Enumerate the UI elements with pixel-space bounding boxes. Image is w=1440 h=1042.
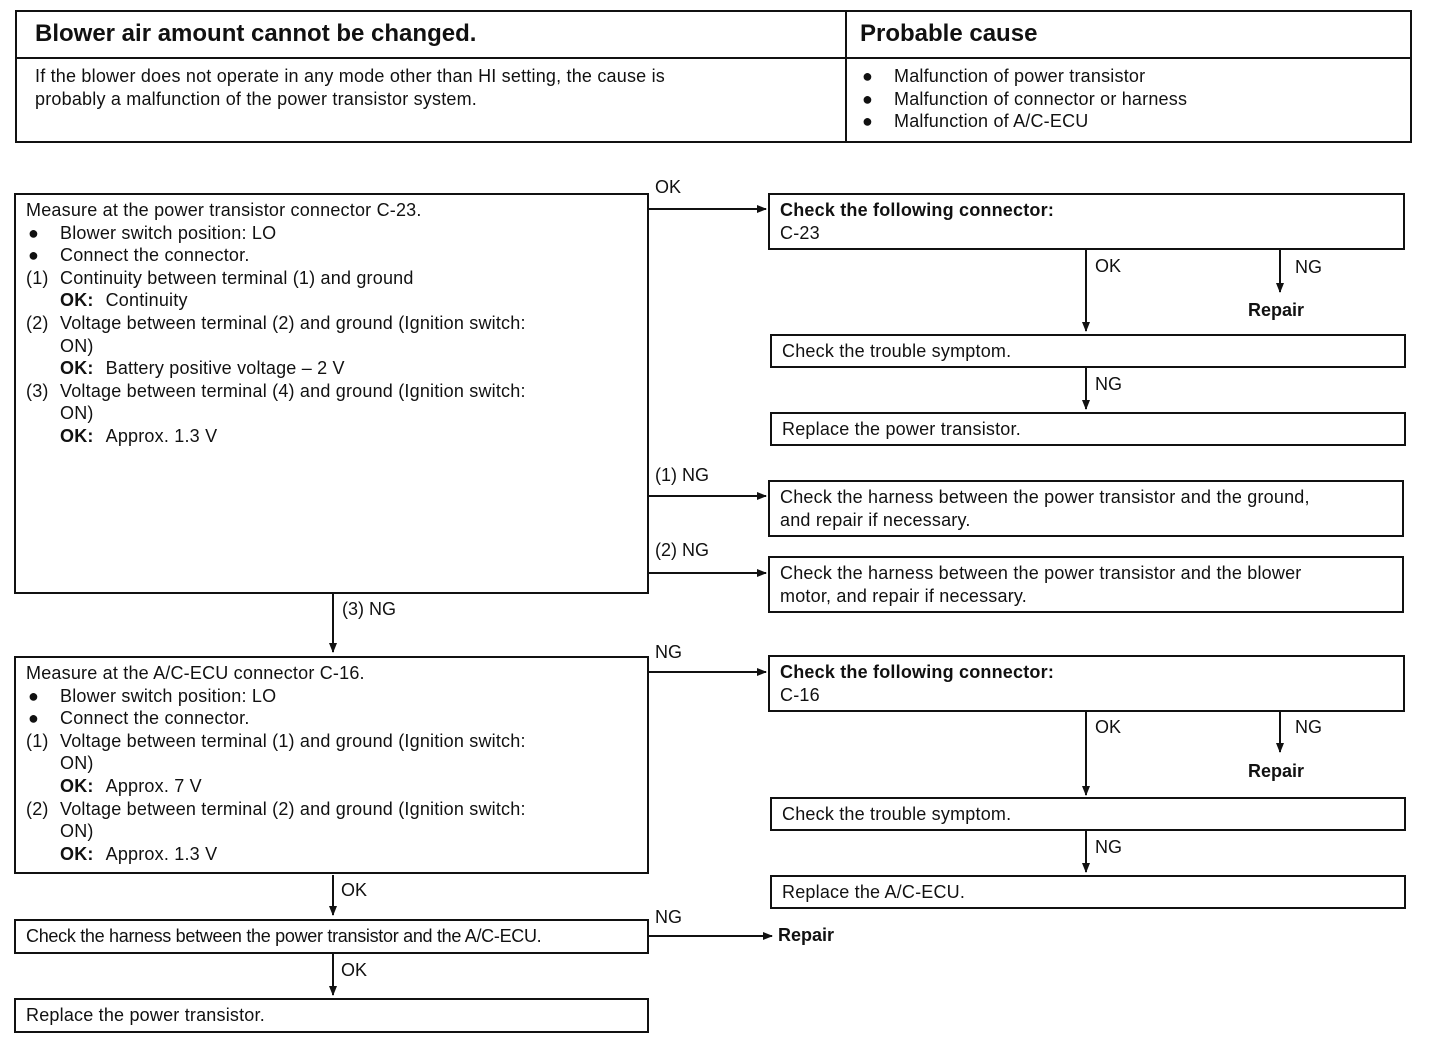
- replace-power-transistor-box-1: Replace the power transistor.: [770, 412, 1406, 446]
- step1-item-2-ok: [26, 357, 647, 380]
- label-ng2: (2) NG: [655, 540, 709, 560]
- label-conn2-ng: NG: [1295, 717, 1322, 737]
- label-conn1-ok: OK: [1095, 256, 1122, 276]
- description-line: probably a malfunction of the power transistor system.: [35, 88, 478, 109]
- harness-blower-box: [768, 556, 1404, 613]
- cause-text: Malfunction of connector or harness: [894, 88, 1188, 109]
- label-step1-ok: OK: [655, 177, 682, 197]
- replace-power-transistor-box-2: Replace the power transistor.: [14, 998, 649, 1033]
- harness-ground-box: [768, 480, 1404, 537]
- harness-ground-line: and repair if necessary.: [780, 509, 971, 530]
- harness-ground-line: Check the harness between the power transistor and the ground,: [780, 487, 1310, 507]
- step1-bullet: [26, 222, 647, 245]
- probable-cause-title: Probable cause: [860, 20, 1038, 47]
- step2-bullet: [26, 707, 647, 730]
- step2-bullet: [26, 685, 647, 708]
- replace-ac-ecu-box: Replace the A/C-ECU.: [770, 875, 1406, 909]
- item-text: Continuity between terminal (1) and ground: [60, 267, 414, 288]
- step2-item-1-cont: ON): [60, 753, 94, 774]
- step2-measure-box: [14, 656, 649, 874]
- label-conn2-ok: OK: [1095, 717, 1122, 737]
- harness-blower-line: motor, and repair if necessary.: [780, 585, 1027, 606]
- step1-item-3: [26, 380, 647, 403]
- bullet-text: Blower switch position: LO: [60, 222, 277, 243]
- description-line: If the blower does not operate in any mode other than HI setting, the cause is: [35, 66, 665, 86]
- ok-label: OK:: [60, 425, 94, 446]
- item-number: (1): [26, 267, 49, 288]
- page-title: Blower air amount cannot be changed.: [35, 20, 477, 47]
- ok-label: OK:: [60, 775, 94, 796]
- item-text: Voltage between terminal (2) and ground (Ignition switch:: [60, 312, 526, 333]
- ok-label: OK:: [60, 290, 94, 311]
- label-symptom1-ng: NG: [1095, 374, 1122, 394]
- item-text: Voltage between terminal (4) and ground (Ignition switch:: [60, 380, 526, 401]
- step2-item-1: [26, 730, 647, 753]
- item-number: (2): [26, 312, 49, 333]
- label-repair-2: Repair: [1248, 761, 1305, 781]
- label-conn1-ng: NG: [1295, 257, 1322, 277]
- item-text: Voltage between terminal (2) and ground (Ignition switch:: [60, 798, 526, 819]
- trouble-symptom-box-2: Check the trouble symptom.: [770, 797, 1406, 831]
- step2-item-2: [26, 798, 647, 821]
- bullet-icon: ●: [28, 245, 40, 266]
- bullet-text: Connect the connector.: [60, 708, 250, 729]
- ok-value: Approx. 1.3 V: [105, 425, 218, 446]
- bullet-icon: ●: [28, 708, 40, 729]
- ok-label: OK:: [60, 843, 94, 864]
- ok-label: OK:: [60, 358, 94, 379]
- check-connector-c23-box: [768, 193, 1405, 250]
- label-repair-1: Repair: [1248, 300, 1305, 320]
- step1-item-3-cont: ON): [60, 403, 94, 424]
- ok-value: Approx. 1.3 V: [105, 843, 218, 864]
- bullet-text: Blower switch position: LO: [60, 685, 277, 706]
- bullet-text: Connect the connector.: [60, 245, 250, 266]
- label-step2-ng: NG: [655, 642, 682, 662]
- connector-id: C-23: [780, 222, 820, 243]
- connector-id: C-16: [780, 684, 820, 705]
- label-ng3: (3) NG: [342, 599, 396, 619]
- label-harness-ecu-ng: NG: [655, 907, 682, 927]
- step1-title: Measure at the power transistor connector C-23.: [26, 200, 422, 220]
- step1-item-2-cont: ON): [60, 335, 94, 356]
- item-number: (3): [26, 380, 49, 401]
- cause-text: Malfunction of A/C-ECU: [894, 111, 1089, 132]
- step1-item-1-ok: [26, 289, 647, 312]
- connector-check-title: Check the following connector:: [780, 200, 1055, 220]
- label-harness-ecu-ok: OK: [341, 960, 368, 980]
- step2-title: Measure at the A/C-ECU connector C-16.: [26, 663, 365, 683]
- step1-bullet: [26, 244, 647, 267]
- check-connector-c16-box: [768, 655, 1405, 712]
- step1-measure-box: [14, 193, 649, 594]
- step1-item-2: [26, 312, 647, 335]
- harness-ac-ecu-box: Check the harness between the power transistor and the A/C-ECU.: [14, 919, 649, 954]
- bullet-icon: ●: [862, 88, 874, 109]
- step2-item-1-ok: [26, 775, 647, 798]
- label-step2-ok: OK: [341, 880, 368, 900]
- ok-value: Battery positive voltage – 2 V: [105, 358, 345, 379]
- label-symptom2-ng: NG: [1095, 837, 1122, 857]
- bullet-icon: ●: [862, 66, 874, 86]
- bullet-icon: ●: [862, 111, 874, 132]
- item-number: (1): [26, 730, 49, 751]
- step1-item-3-ok: [26, 425, 647, 448]
- bullet-icon: ●: [28, 222, 40, 243]
- step1-item-1: [26, 267, 647, 290]
- label-ng1: (1) NG: [655, 465, 709, 485]
- cause-text: Malfunction of power transistor: [894, 66, 1146, 86]
- step2-item-2-cont: ON): [60, 821, 94, 842]
- connector-check-title: Check the following connector:: [780, 662, 1055, 682]
- item-number: (2): [26, 798, 49, 819]
- label-repair-3: Repair: [778, 925, 835, 945]
- bullet-icon: ●: [28, 685, 40, 706]
- item-text: Voltage between terminal (1) and ground (Ignition switch:: [60, 730, 526, 751]
- ok-value: Approx. 7 V: [105, 775, 202, 796]
- trouble-symptom-box-1: Check the trouble symptom.: [770, 334, 1406, 368]
- step2-item-2-ok: [26, 843, 647, 866]
- harness-blower-line: Check the harness between the power transistor and the blower: [780, 563, 1302, 583]
- ok-value: Continuity: [105, 290, 188, 311]
